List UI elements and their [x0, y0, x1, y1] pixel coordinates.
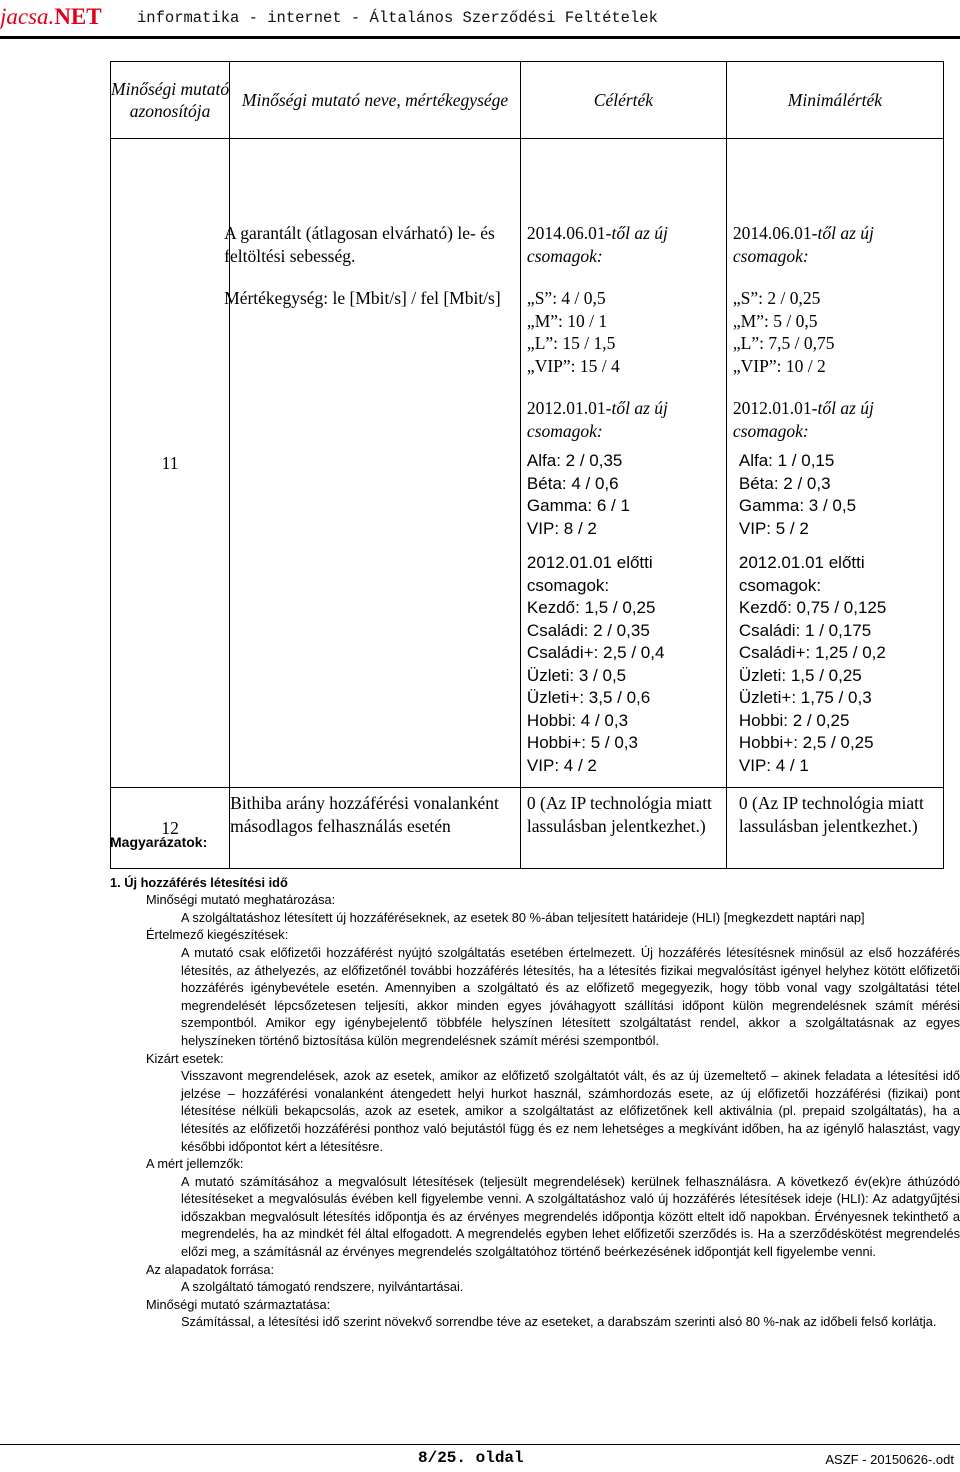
desc-unit: Mértékegység: le [Mbit/s] / fel [Mbit/s]: [224, 288, 501, 308]
site-logo[interactable]: [0, 4, 102, 30]
minimum-block-legacy: 2012.01.01 előtti csomagok: Kezdő: 0,75 / 0,125 Családi: 1 / 0,175 Családi+: 1,25 / 0,2 Üzleti: 1,5 / 0,25 Üzleti+: 1,75 / 0,3 Hobbi: 2 / 0,25 Hobbi+: 2,5 / 0,25 VIP: 4 / 1: [738, 553, 887, 775]
text-measured: A mutató számításához a megvalósult létesítések (teljesült megrendelések) kerülnek felhasználásra. A következő év(ek)re áthúzódó létesítéseket a megvalósulás évében kell figyelembe venni. A szolgáltatáshoz való új hozzáférés létesítések ideje (HLI): Az adatgyűjtési időszakban megvalósult létesítés időpontja és az érvényes megrendelés időpontja között eltelt idő napokban. Érvényesnek tekinthető a megrendelés, ha az mindkét fél által elfogadott. A megrendelés egyben lehet előfizetői szerződés is. Ha a szerződéskötést megrendelés előzi meg, a számításnál az érvényes megrendelés szolgáltatóhoz történő beérkezésének időpontját kell figyelembe venni.: [181, 1173, 960, 1260]
page-header: [0, 0, 960, 36]
target-block-2014: 2014.06.01-től az új csomagok:: [526, 223, 668, 266]
text-source: A szolgáltató támogató rendszere, nyilvántartásai.: [181, 1279, 464, 1295]
col-header-target: Célérték: [520, 62, 726, 139]
minimum-cell: 0 (Az IP technológia miatt lassulásban jelentkezhet.): [726, 788, 943, 869]
target-block-2012: 2012.01.01-től az új csomagok:: [526, 398, 668, 441]
target-cell: [520, 139, 726, 788]
row-description: [224, 139, 521, 788]
brand-prefix: jacsa.: [0, 4, 55, 29]
header-title: informatika - internet - Általános Szerződési Feltételek: [137, 9, 658, 27]
minimum-block-2012: 2012.01.01-től az új csomagok:: [732, 398, 874, 441]
label-definition: Minőségi mutató meghatározása:: [146, 892, 336, 908]
label-measured: A mért jellemzők:: [146, 1156, 244, 1172]
target-cell: 0 (Az IP technológia miatt lassulásban jelentkezhet.): [520, 788, 726, 869]
minimum-block-2014: 2014.06.01-től az új csomagok:: [732, 223, 874, 266]
explanations-heading: Magyarázatok:: [110, 834, 208, 850]
table-row: [111, 139, 944, 788]
label-interpretation: Értelmező kiegészítések:: [146, 927, 289, 943]
page-footer: [0, 1444, 960, 1472]
minimum-list-2014: „S”: 2 / 0,25 „M”: 5 / 0,5 „L”: 7,5 / 0,75 „VIP”: 10 / 2: [732, 288, 835, 376]
label-source: Az alapadatok forrása:: [146, 1261, 275, 1277]
row-id: 12: [111, 788, 230, 869]
section-title: 1. Új hozzáférés létesítési idő: [110, 874, 288, 890]
text-exclusions: Visszavont megrendelések, azok az esetek, amikor az előfizető szolgáltatót vált, és az új üzemeltető – akinek feladata a létesítési idő jelzése – hozzáférési vonalanként átengedett helyi hurkot használ, számhordozás esete, az új előfizetői hozzáférési (fizikai) pont létesítése nélküli bekapcsolás, azok az esetek, amikor a szolgáltatást az előfizetőnek kell aktiválnia (pl. prepaid szolgáltatás), ha a létesítés az előfizetői hozzáférési ponthoz való bejutástól függ és ez nem lehetséges a megkívánt időben, ha az igénylő halasztást, vagy későbbi időpontot kért a létesítésre.: [181, 1068, 960, 1154]
text-derivation: Számítással, a létesítési idő szerint növekvő sorrendbe téve az eseteket, a darabszám szerinti alsó 80 %-nak az időbeli felső korlátja.: [181, 1314, 937, 1330]
label-exclusions: Kizárt esetek:: [146, 1050, 224, 1066]
col-header-name: Minőségi mutató neve, mértékegysége: [230, 62, 521, 139]
col-header-minimum: Minimálérték: [726, 62, 943, 139]
explanations-section: [110, 834, 960, 1331]
quality-indicators-table: [110, 61, 944, 869]
header-divider: [0, 36, 960, 39]
col-header-id: Minőségi mutató azonosítója: [111, 62, 230, 139]
table-header-row: [111, 62, 944, 139]
document-name: ASZF - 20150626-.odt: [825, 1452, 954, 1467]
target-list-2014: „S”: 4 / 0,5 „M”: 10 / 1 „L”: 15 / 1,5 „VIP”: 15 / 4: [526, 288, 620, 376]
minimum-list-2012: Alfa: 1 / 0,15 Béta: 2 / 0,3 Gamma: 3 / 0,5 VIP: 5 / 2: [738, 451, 857, 538]
text-interpretation: A mutató csak előfizetői hozzáférést nyújtó szolgáltatás esetében értelmezett. Új hozzáférés létesítésnek minősül az első hozzáférés létesítés, az áthelyezés, az előfizetőnél további hozzáférés létesítés, ha a létesítés fizikai megvalósítást igényel helyhez kötött előfizetői hozzáférés igénybevétele esetén. Amennyiben a szolgáltató és az előfizető megegyezik, hogy több vonal vagy szolgáltatási tétel megrendelését lépcsőzetesen teljesíti, akkor minden egyes jóváhagyott szállítási időpont külön megrendelésnek számít mérési szempontból. Amikor egy igénybejelentő többféle helyszínen létesített szolgáltatást rendel, akkor a szolgáltatásnak az egyes helyszíneken történő biztosítása külön megrendelésnek számít mérési szempontból.: [181, 944, 960, 1048]
row-description: Bithiba arány hozzáférési vonalanként másodlagos felhasználás esetén: [230, 788, 521, 869]
target-list-2012: Alfa: 2 / 0,35 Béta: 4 / 0,6 Gamma: 6 / 1 VIP: 8 / 2: [526, 451, 630, 538]
target-block-legacy: 2012.01.01 előtti csomagok: Kezdő: 1,5 / 0,25 Családi: 2 / 0,35 Családi+: 2,5 / 0,4 Üzleti: 3 / 0,5 Üzleti+: 3,5 / 0,6 Hobbi: 4 / 0,3 Hobbi+: 5 / 0,3 VIP: 4 / 2: [526, 553, 665, 775]
row-id: 11: [111, 139, 230, 788]
page-number: 8/25. oldal: [418, 1449, 524, 1467]
desc-main: A garantált (átlagosan elvárható) le- és feltöltési sebesség.: [224, 223, 495, 266]
minimum-cell: [726, 139, 943, 788]
brand-suffix: NET: [54, 4, 102, 29]
text-definition: A szolgáltatáshoz létesített új hozzáféréseknek, az esetek 80 %-ában teljesített határideje (HLI) [megkezdett naptári nap]: [181, 909, 865, 925]
label-derivation: Minőségi mutató származtatása:: [146, 1296, 331, 1312]
